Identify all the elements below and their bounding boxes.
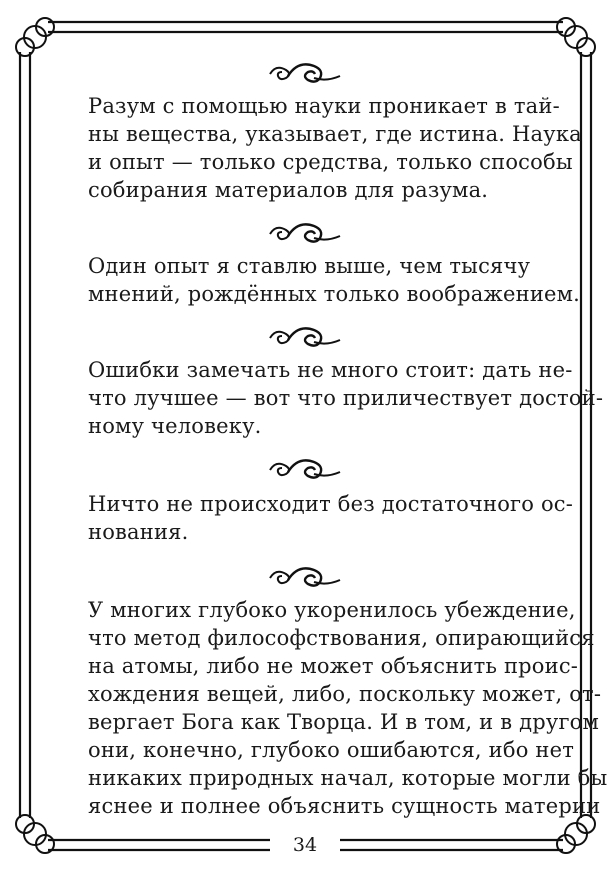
text-line: хождения вещей, либо, поскольку может, от- bbox=[88, 682, 602, 706]
swirl-ornament-icon bbox=[264, 58, 344, 88]
text-line: Ничто не происходит без достаточного ос- bbox=[88, 492, 574, 516]
text-line: яснее и полнее объяснить сущность материи bbox=[88, 794, 601, 818]
swirl-ornament-icon bbox=[264, 454, 344, 484]
text-line: на атомы, либо не может объяснить проис- bbox=[88, 654, 579, 678]
text-line: У многих глубоко укоренилось убеждение, bbox=[88, 598, 576, 622]
text-line: они, конечно, глубоко ошибаются, ибо нет bbox=[88, 738, 575, 762]
paragraph-1 bbox=[88, 92, 582, 204]
text-line: и опыт — только средства, только способы bbox=[88, 150, 573, 174]
swirl-ornament-icon bbox=[264, 218, 344, 248]
text-line: что лучшее — вот что приличествует достой- bbox=[88, 386, 604, 410]
text-line: что метод философствования, опирающийся bbox=[88, 626, 595, 650]
swirl-ornament-icon bbox=[264, 322, 344, 352]
text-line: Разум с помощью науки проникает в тай- bbox=[88, 94, 560, 118]
text-line: Ошибки замечать не много стоит: дать не- bbox=[88, 358, 573, 382]
text-line: мнений, рождённых только воображением. bbox=[88, 282, 581, 306]
page-number: 34 bbox=[282, 834, 328, 856]
swirl-ornament-icon bbox=[264, 562, 344, 592]
text-line: нования. bbox=[88, 520, 189, 544]
text-line: никаких природных начал, которые могли бы bbox=[88, 766, 608, 790]
text-line: Один опыт я ставлю выше, чем тысячу bbox=[88, 254, 531, 278]
text-line: ны вещества, указывает, где истина. Наука bbox=[88, 122, 582, 146]
paragraph-4 bbox=[88, 490, 574, 546]
text-line: собирания материалов для разума. bbox=[88, 178, 489, 202]
paragraph-5 bbox=[88, 596, 608, 820]
paragraph-2 bbox=[88, 252, 581, 308]
text-line: вергает Бога как Творца. И в том, и в другом bbox=[88, 710, 600, 734]
paragraph-3 bbox=[88, 356, 604, 440]
text-line: ному человеку. bbox=[88, 414, 262, 438]
